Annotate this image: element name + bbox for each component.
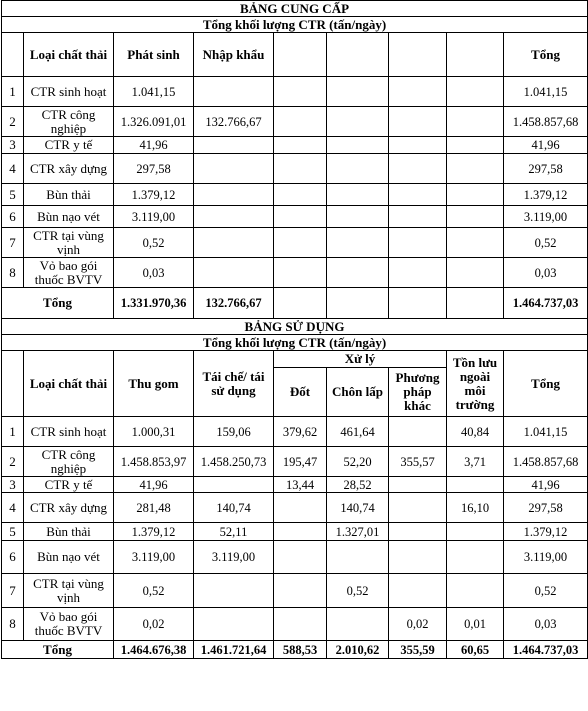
burn-value [274,541,327,574]
table-row [2,608,588,641]
usage-header-recycle: Tái chế/ tái sử dụng [194,351,274,417]
empty-cell [447,33,504,77]
usage-header-collect: Thu gom [114,351,194,417]
recycle-value: 159,06 [194,417,274,447]
landfill-value: 52,20 [327,447,389,477]
total-value: 0,03 [504,608,588,641]
total-value: 297,58 [504,154,588,184]
total-value: 3.119,00 [504,541,588,574]
supply-header-row [2,33,588,77]
empty-cell [447,206,504,228]
empty-cell [389,33,447,77]
empty-cell [327,33,389,77]
row-number: 5 [2,523,24,541]
burn-value: 195,47 [274,447,327,477]
supply-total-generated: 1.331.970,36 [114,288,194,319]
total-value: 0,52 [504,228,588,258]
empty-cell [447,258,504,288]
other-value [389,523,447,541]
empty-cell [389,184,447,206]
import-value [194,137,274,154]
import-value [194,77,274,107]
table-row [2,228,588,258]
supply-title: BẢNG CUNG CẤP [2,1,588,17]
waste-type: Bùn nạo vét [24,541,114,574]
supply-header-total: Tổng [504,33,588,77]
remaining-value [447,574,504,608]
import-value [194,184,274,206]
landfill-value: 1.327,01 [327,523,389,541]
table-row [2,137,588,154]
row-number: 7 [2,228,24,258]
remaining-value [447,541,504,574]
empty-cell [327,184,389,206]
empty-cell [274,228,327,258]
usage-header-treatment: Xử lý [274,351,447,368]
usage-header-landfill: Chôn lấp [327,368,389,417]
import-value [194,206,274,228]
table-row [2,417,588,447]
collect-value: 0,52 [114,574,194,608]
total-value: 1.041,15 [504,77,588,107]
row-number: 2 [2,447,24,477]
empty-cell [327,77,389,107]
empty-cell [274,137,327,154]
supply-subtitle-row [2,17,588,33]
supply-total-row [2,288,588,319]
waste-type: CTR tại vùng vịnh [24,574,114,608]
supply-subtitle: Tổng khối lượng CTR (tấn/ngày) [2,17,588,33]
recycle-value: 3.119,00 [194,541,274,574]
empty-cell [274,154,327,184]
usage-total-burn: 588,53 [274,641,327,659]
usage-header-type: Loại chất thải [24,351,114,417]
empty-cell [274,77,327,107]
recycle-value [194,477,274,493]
empty-cell [389,154,447,184]
empty-cell [447,288,504,319]
total-value: 3.119,00 [504,206,588,228]
table-row [2,184,588,206]
table-row [2,154,588,184]
generated-value: 0,03 [114,258,194,288]
total-value: 0,52 [504,574,588,608]
empty-cell [274,288,327,319]
landfill-value: 140,74 [327,493,389,523]
remaining-value [447,523,504,541]
supply-header-import: Nhập khẩu [194,33,274,77]
other-value [389,477,447,493]
other-value [389,417,447,447]
usage-total-other: 355,59 [389,641,447,659]
collect-value: 0,02 [114,608,194,641]
usage-header-row-1 [2,351,588,368]
burn-value [274,574,327,608]
waste-type: CTR công nghiệp [24,447,114,477]
empty-cell [327,137,389,154]
empty-cell [447,228,504,258]
usage-header-remaining: Tồn lưu ngoài môi trường [447,351,504,417]
table-row [2,523,588,541]
generated-value: 297,58 [114,154,194,184]
supply-header-type: Loại chất thải [24,33,114,77]
empty-cell [389,107,447,137]
recycle-value [194,608,274,641]
burn-value: 13,44 [274,477,327,493]
waste-type: Vỏ bao gói thuốc BVTV [24,608,114,641]
waste-type: CTR tại vùng vịnh [24,228,114,258]
total-value: 1.379,12 [504,523,588,541]
usage-total-collect: 1.464.676,38 [114,641,194,659]
empty-cell [327,206,389,228]
waste-type: CTR y tế [24,137,114,154]
row-number: 1 [2,77,24,107]
table-row [2,574,588,608]
usage-total-recycle: 1.461.721,64 [194,641,274,659]
empty-cell [389,77,447,107]
waste-type: CTR sinh hoạt [24,417,114,447]
table-row [2,206,588,228]
landfill-value: 461,64 [327,417,389,447]
row-number: 8 [2,608,24,641]
empty-cell [389,206,447,228]
import-value [194,228,274,258]
empty-cell [447,154,504,184]
table-row [2,447,588,477]
row-number: 7 [2,574,24,608]
generated-value: 3.119,00 [114,206,194,228]
remaining-value: 0,01 [447,608,504,641]
empty-cell [447,107,504,137]
burn-value [274,608,327,641]
waste-type: Vỏ bao gói thuốc BVTV [24,258,114,288]
total-value: 297,58 [504,493,588,523]
waste-type: Bùn thải [24,523,114,541]
empty-cell [327,228,389,258]
collect-value: 1.379,12 [114,523,194,541]
usage-subtitle: Tổng khối lượng CTR (tấn/ngày) [2,335,588,351]
recycle-value [194,574,274,608]
total-value: 0,03 [504,258,588,288]
other-value: 355,57 [389,447,447,477]
total-value: 41,96 [504,477,588,493]
other-value [389,574,447,608]
empty-cell [274,258,327,288]
usage-header-blank [2,351,24,417]
row-number: 4 [2,493,24,523]
import-value [194,258,274,288]
row-number: 5 [2,184,24,206]
empty-cell [389,288,447,319]
import-value [194,154,274,184]
burn-value [274,493,327,523]
landfill-value [327,608,389,641]
generated-value: 1.379,12 [114,184,194,206]
usage-header-burn: Đốt [274,368,327,417]
waste-type: CTR xây dựng [24,154,114,184]
burn-value: 379,62 [274,417,327,447]
collect-value: 1.458.853,97 [114,447,194,477]
empty-cell [327,107,389,137]
supply-total-total: 1.464.737,03 [504,288,588,319]
row-number: 6 [2,206,24,228]
generated-value: 1.041,15 [114,77,194,107]
recycle-value: 140,74 [194,493,274,523]
waste-type: Bùn thải [24,184,114,206]
empty-cell [389,228,447,258]
total-value: 1.379,12 [504,184,588,206]
remaining-value: 40,84 [447,417,504,447]
generated-value: 1.326.091,01 [114,107,194,137]
empty-cell [274,184,327,206]
collect-value: 41,96 [114,477,194,493]
recycle-value: 52,11 [194,523,274,541]
import-value: 132.766,67 [194,107,274,137]
total-value: 1.041,15 [504,417,588,447]
usage-title: BẢNG SỬ DỤNG [2,319,588,335]
landfill-value [327,541,389,574]
table-row [2,77,588,107]
empty-cell [447,184,504,206]
empty-cell [447,77,504,107]
total-value: 1.458.857,68 [504,107,588,137]
waste-type: CTR xây dựng [24,493,114,523]
usage-header-other: Phương pháp khác [389,368,447,417]
supply-header-blank [2,33,24,77]
generated-value: 0,52 [114,228,194,258]
usage-title-row [2,319,588,335]
usage-total-landfill: 2.010,62 [327,641,389,659]
remaining-value [447,477,504,493]
usage-total-label: Tổng [2,641,114,659]
empty-cell [389,137,447,154]
usage-header-total: Tổng [504,351,588,417]
row-number: 8 [2,258,24,288]
row-number: 3 [2,477,24,493]
empty-cell [389,258,447,288]
empty-cell [274,33,327,77]
other-value [389,493,447,523]
supply-title-row [2,1,588,17]
total-value: 1.458.857,68 [504,447,588,477]
empty-cell [327,288,389,319]
usage-total-remaining: 60,65 [447,641,504,659]
row-number: 6 [2,541,24,574]
waste-type: CTR y tế [24,477,114,493]
table-row [2,477,588,493]
usage-total-row [2,641,588,659]
empty-cell [447,137,504,154]
waste-type: CTR công nghiệp [24,107,114,137]
supply-header-generated: Phát sinh [114,33,194,77]
waste-balance-sheet [1,0,588,659]
total-value: 41,96 [504,137,588,154]
other-value: 0,02 [389,608,447,641]
generated-value: 41,96 [114,137,194,154]
table-row [2,493,588,523]
table-row [2,541,588,574]
supply-total-label: Tổng [2,288,114,319]
row-number: 2 [2,107,24,137]
remaining-value: 16,10 [447,493,504,523]
usage-total-total: 1.464.737,03 [504,641,588,659]
waste-type: CTR sinh hoạt [24,77,114,107]
collect-value: 3.119,00 [114,541,194,574]
table-row [2,107,588,137]
empty-cell [274,107,327,137]
burn-value [274,523,327,541]
supply-total-import: 132.766,67 [194,288,274,319]
row-number: 3 [2,137,24,154]
other-value [389,541,447,574]
empty-cell [327,258,389,288]
collect-value: 1.000,31 [114,417,194,447]
landfill-value: 0,52 [327,574,389,608]
empty-cell [327,154,389,184]
collect-value: 281,48 [114,493,194,523]
waste-type: Bùn nạo vét [24,206,114,228]
row-number: 4 [2,154,24,184]
empty-cell [274,206,327,228]
landfill-value: 28,52 [327,477,389,493]
usage-subtitle-row [2,335,588,351]
row-number: 1 [2,417,24,447]
recycle-value: 1.458.250,73 [194,447,274,477]
remaining-value: 3,71 [447,447,504,477]
table-row [2,258,588,288]
